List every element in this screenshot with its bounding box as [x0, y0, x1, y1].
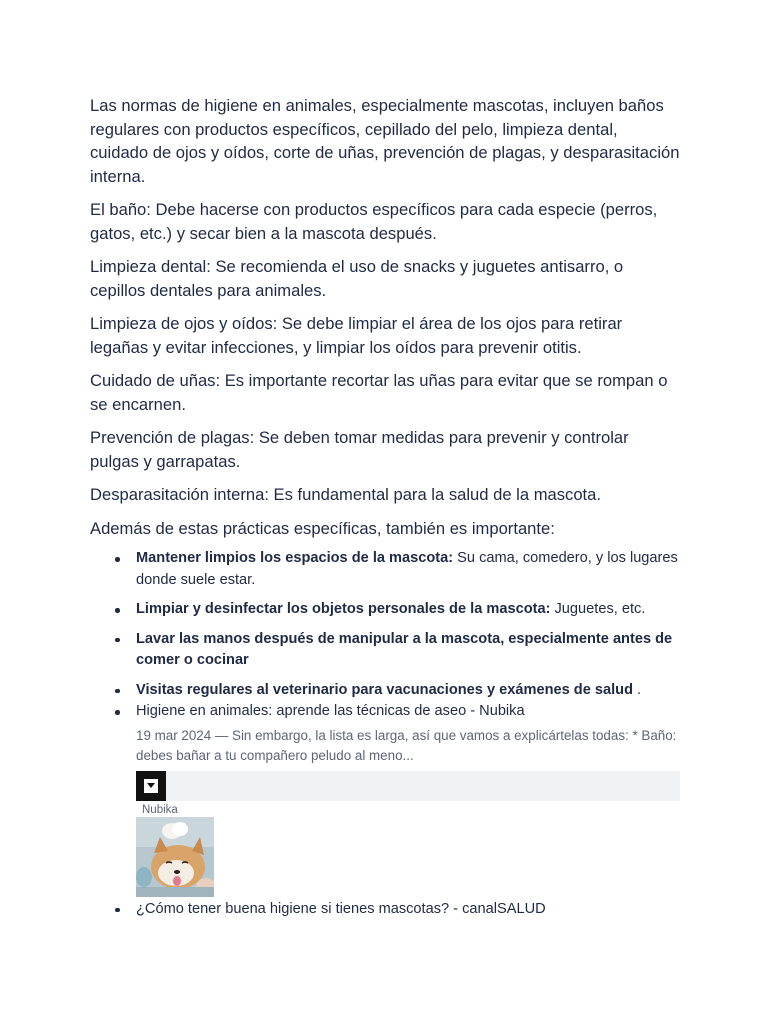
source-title-link[interactable]: ¿Cómo tener buena higiene si tienes mascotas? - canalSALUD [136, 900, 546, 917]
list-item-text: Su cama, comedero, y los lugares donde suele estar. [136, 550, 678, 588]
list-item-bold: Visitas regulares al veterinario para vacunaciones y exámenes de salud [136, 681, 633, 698]
answer-content [90, 94, 680, 920]
source-item-nubika[interactable] [136, 701, 680, 897]
practices-list [90, 548, 680, 920]
paragraph-bano: El baño: Debe hacerse con productos específicos para cada especie (perros, gatos, etc.) y secar bien a la mascota después. [90, 200, 658, 243]
list-item-bold: Limpiar y desinfectar los objetos personales de la mascota: [136, 601, 551, 617]
paragraph-intro: Las normas de higiene en animales, especialmente mascotas, incluyen baños regulares con productos específicos, cepillado del pelo, limpieza dental, cuidado de ojos y oídos, corte de uñas, prevención de plagas, y desparasitación interna. [90, 96, 680, 186]
list-item [136, 599, 680, 621]
source-bar[interactable] [136, 771, 680, 801]
paragraph-plagas: Prevención de plagas: Se deben tomar medidas para prevenir y controlar pulgas y garrapatas. [90, 428, 629, 471]
source-snippet: 19 mar 2024 — Sin embargo, la lista es larga, así que vamos a explicártelas todas: * Baño: debes bañar a tu compañero peludo al meno... [136, 727, 677, 763]
list-item-text: Juguetes, etc. [550, 601, 646, 617]
list-item [136, 680, 680, 702]
list-item-bold: Mantener limpios los espacios de la mascota: [136, 550, 454, 566]
list-item-bold: Lavar las manos después de manipular a la mascota, especialmente antes de comer o cocinar [136, 630, 673, 668]
paragraph-desparasitacion: Desparasitación interna: Es fundamental para la salud de la mascota. [90, 485, 602, 504]
list-item-text: . [633, 681, 642, 698]
list-item [136, 629, 680, 672]
source-title-link[interactable]: Higiene en animales: aprende las técnicas de aseo - Nubika [136, 703, 525, 719]
paragraph-ojos-oidos: Limpieza de ojos y oídos: Se debe limpiar el área de los ojos para retirar legañas y evitar infecciones, y limpiar los oídos para prevenir otitis. [90, 314, 623, 357]
nubika-logo-icon [136, 771, 166, 801]
dog-bath-photo[interactable] [136, 817, 214, 897]
source-item-canalsalud[interactable] [136, 899, 680, 921]
list-item [136, 548, 680, 591]
source-site-name: Nubika [142, 803, 178, 816]
paragraph-limpieza-dental: Limpieza dental: Se recomienda el uso de snacks y juguetes antisarro, o cepillos dentales para animales. [90, 257, 624, 300]
paragraph-unas: Cuidado de uñas: Es importante recortar las uñas para evitar que se rompan o se encarnen. [90, 371, 668, 414]
list-intro: Además de estas prácticas específicas, también es importante: [90, 518, 555, 538]
